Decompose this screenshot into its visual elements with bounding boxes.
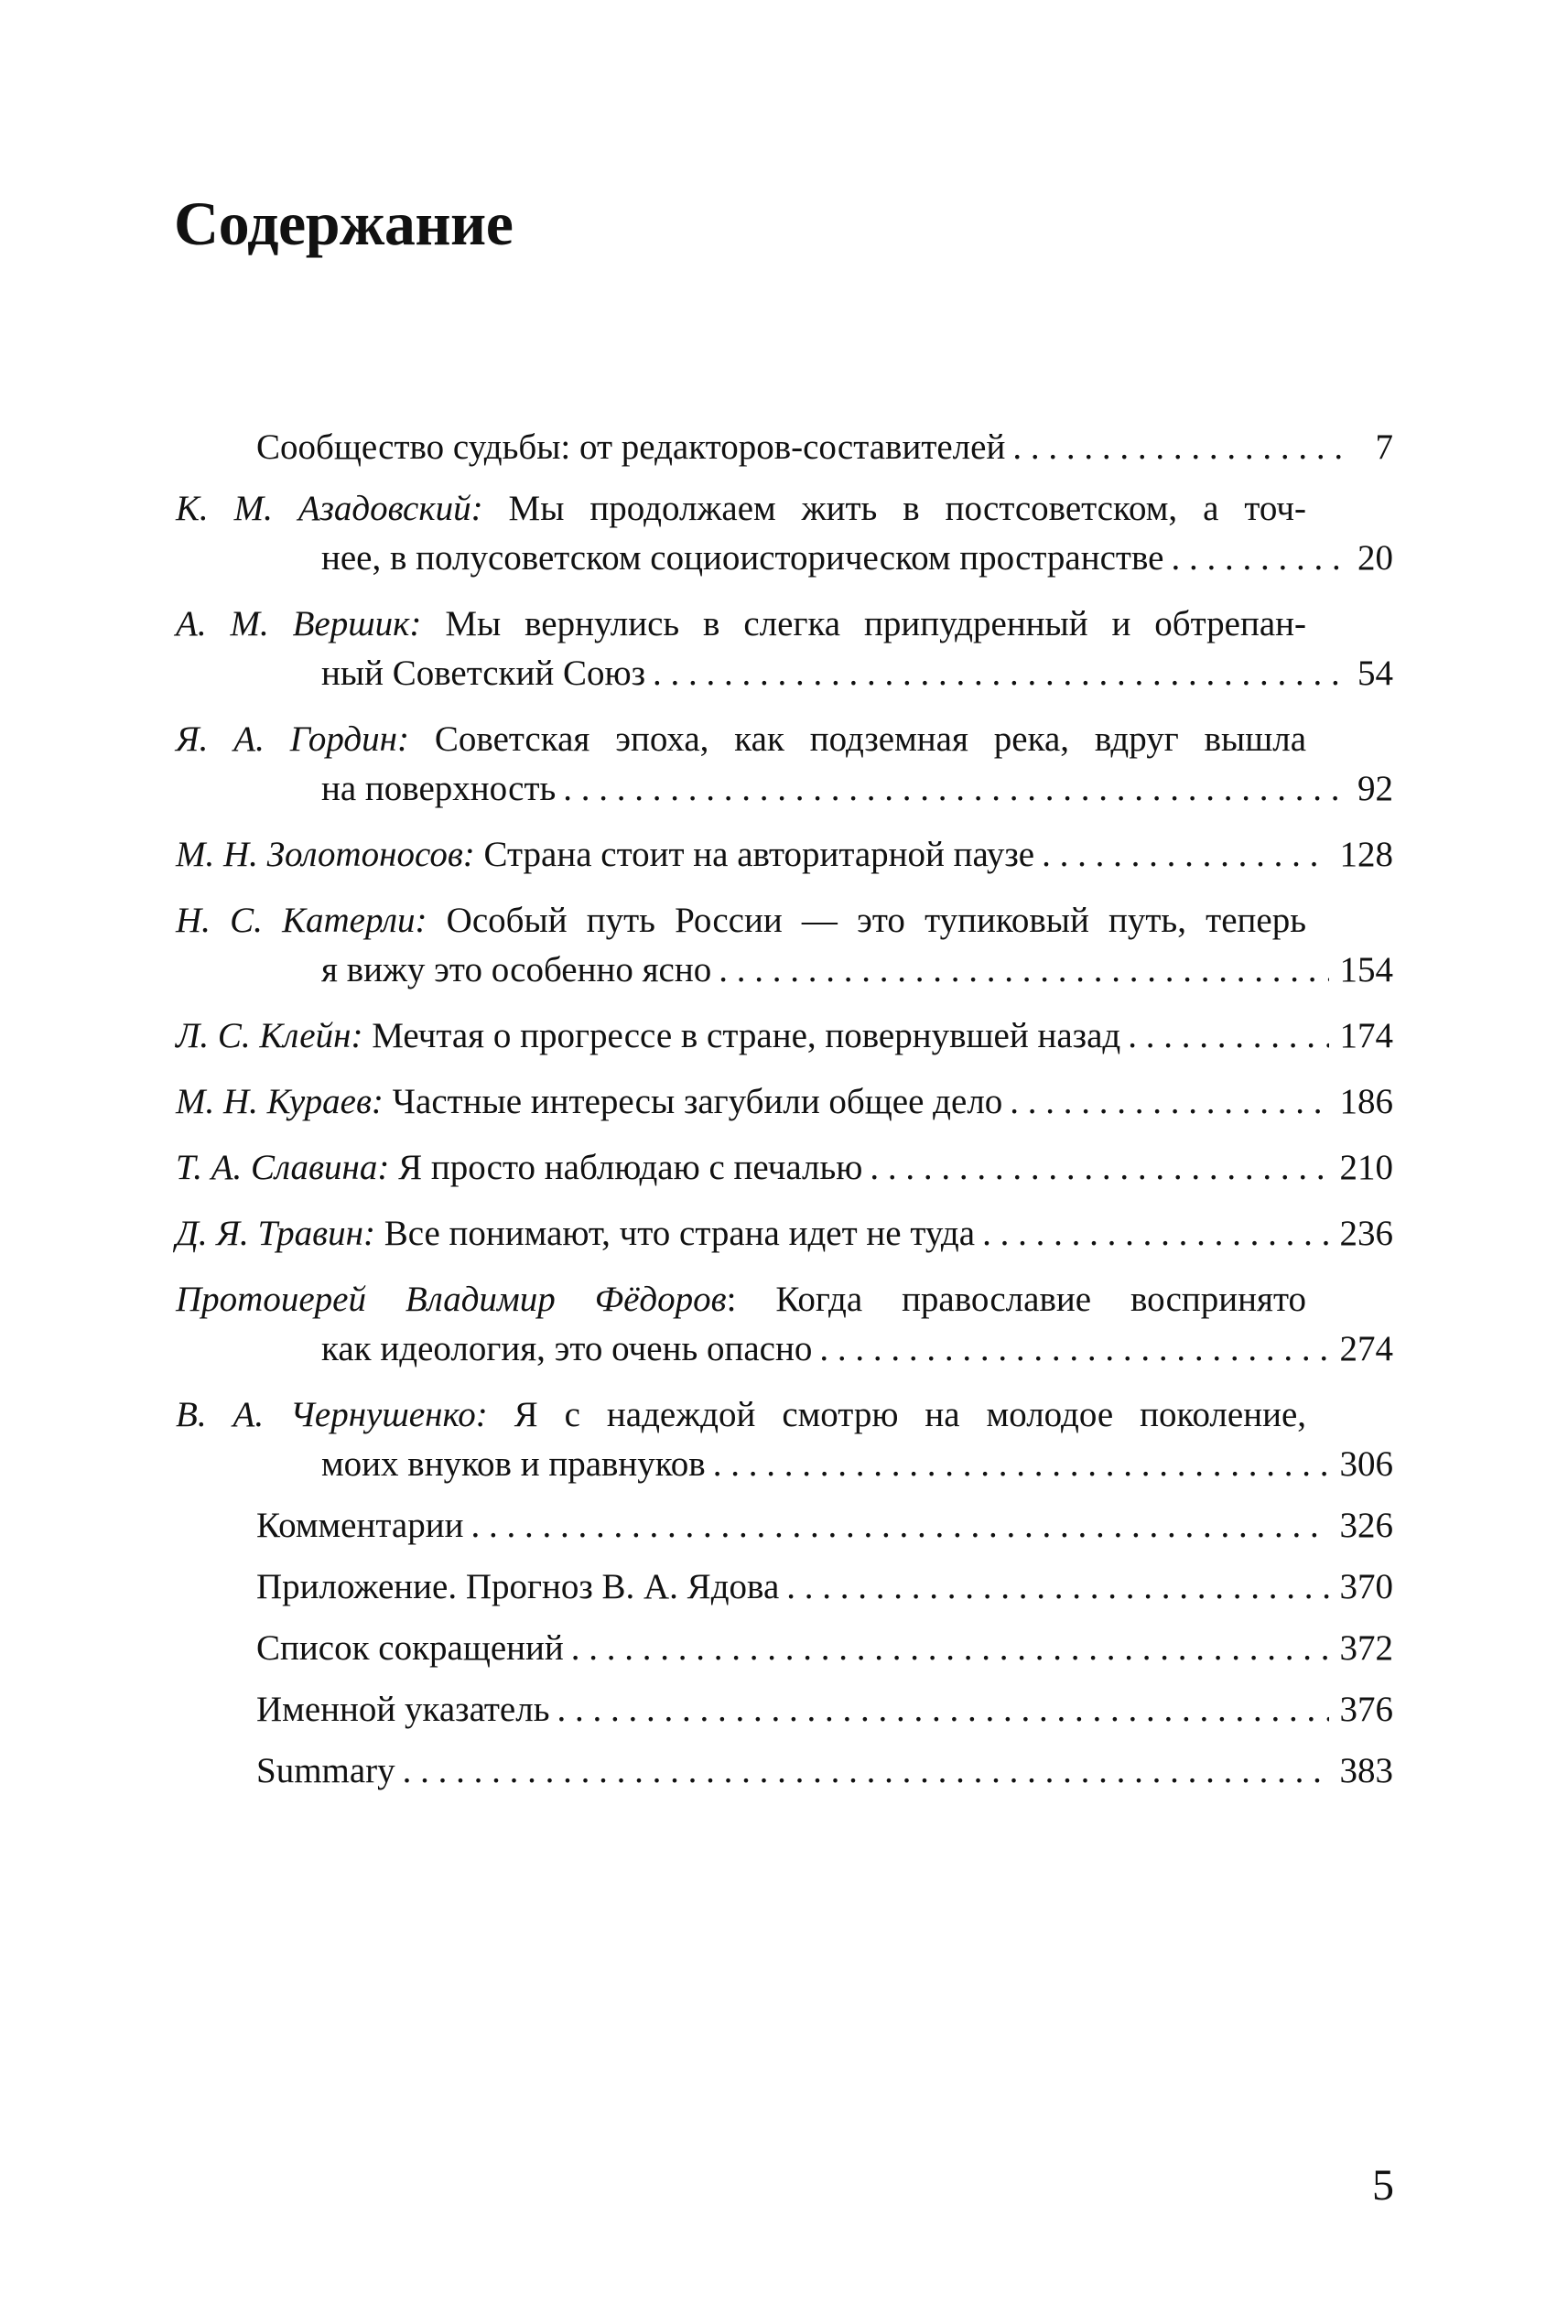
entry-author: М. Н. Золотоносов: — [176, 835, 475, 874]
page-number: 54 — [1357, 654, 1393, 693]
toc-entry-back-matter[interactable] — [176, 1746, 1393, 1796]
entry-title: Комментарии — [256, 1506, 464, 1545]
toc-entry[interactable] — [176, 1390, 1393, 1489]
dot-leader — [786, 1562, 1328, 1612]
toc-entry-back-matter[interactable] — [176, 1501, 1393, 1551]
page-number: 306 — [1339, 1444, 1393, 1484]
dot-leader — [719, 946, 1328, 995]
entry-author: К. М. Азадовский: — [176, 489, 483, 528]
toc-entry[interactable] — [176, 830, 1393, 880]
page-number: 128 — [1339, 835, 1393, 874]
entry-author: А. М. Вершик: — [176, 604, 422, 643]
toc-entry[interactable] — [176, 423, 1393, 472]
entry-author: Н. С. Катерли: — [176, 901, 427, 940]
entry-title-cont: моих внуков и правнуков — [321, 1444, 706, 1484]
dot-leader — [1012, 423, 1346, 472]
entry-title-cont: как идеология, это очень опасно — [321, 1329, 813, 1368]
entry-title: Советская эпоха, как подземная река, вдруг вышла — [434, 719, 1307, 759]
entry-title-cont: на поверхность — [321, 769, 557, 808]
toc-entry[interactable] — [176, 600, 1393, 698]
page-number: 274 — [1339, 1329, 1393, 1368]
page-number: 326 — [1339, 1506, 1393, 1545]
page-number: 372 — [1339, 1628, 1393, 1668]
entry-title: Особый путь России — это тупиковый путь, теперь — [446, 901, 1306, 940]
entry-title: Приложение. Прогноз В. А. Ядова — [256, 1567, 780, 1606]
dot-leader — [563, 764, 1346, 814]
page-number: 370 — [1339, 1567, 1393, 1606]
toc-entry-back-matter[interactable] — [176, 1685, 1393, 1735]
dot-leader — [870, 1143, 1328, 1193]
dot-leader — [713, 1440, 1329, 1489]
entry-title: Сообщество судьбы: от редакторов-составителей — [256, 427, 1006, 467]
toc-entry[interactable] — [176, 896, 1393, 995]
entry-title-cont: нее, в полусоветском социоисторическом пространстве — [321, 538, 1164, 578]
toc-entry[interactable] — [176, 484, 1393, 583]
entry-title-cont: ный Советский Союз — [321, 654, 646, 693]
dot-leader — [653, 649, 1346, 698]
entry-title: Я просто наблюдаю с печалью — [398, 1148, 863, 1187]
entry-title: Я с надеждой смотрю на молодое поколение, — [514, 1395, 1306, 1434]
toc-entry[interactable] — [176, 1209, 1393, 1259]
page-number: 154 — [1339, 950, 1393, 989]
dot-leader — [557, 1685, 1329, 1735]
toc-entry[interactable] — [176, 1275, 1393, 1374]
dot-leader — [1171, 534, 1346, 583]
entry-title: Все понимают, что страна идет не туда — [384, 1214, 976, 1253]
entry-title: Страна стоит на авторитарной паузе — [483, 835, 1035, 874]
toc-entry[interactable] — [176, 1143, 1393, 1193]
toc-entry[interactable] — [176, 1011, 1393, 1061]
entry-title: Мы продолжаем жить в постсоветском, а точ- — [508, 489, 1307, 528]
page-title: Содержание — [174, 189, 514, 258]
dot-leader — [571, 1624, 1329, 1673]
dot-leader — [403, 1746, 1329, 1796]
page-number: 92 — [1357, 769, 1393, 808]
dot-leader — [470, 1501, 1328, 1551]
dot-leader — [1042, 830, 1328, 880]
entry-author: В. А. Чернушенко: — [176, 1395, 488, 1434]
entry-author: Протоиерей Владимир Фёдоров — [176, 1280, 727, 1319]
entry-author: Д. Я. Травин: — [176, 1214, 375, 1253]
page-number: 186 — [1339, 1082, 1393, 1121]
entry-title: Мечтая о прогрессе в стране, повернувшей назад — [372, 1016, 1121, 1055]
table-of-contents — [176, 423, 1393, 1808]
entry-title: Именной указатель — [256, 1690, 550, 1729]
entry-title: : Когда православие воспринято — [726, 1280, 1306, 1319]
dot-leader — [1128, 1011, 1328, 1061]
toc-entry-back-matter[interactable] — [176, 1624, 1393, 1673]
entry-author: Л. С. Клейн: — [176, 1016, 363, 1055]
entry-title: Частные интересы загубили общее дело — [392, 1082, 1003, 1121]
entry-author: М. Н. Кураев: — [176, 1082, 384, 1121]
dot-leader — [819, 1324, 1328, 1374]
entry-author: Я. А. Гордин: — [176, 719, 409, 759]
entry-title: Summary — [256, 1751, 395, 1790]
entry-title: Мы вернулись в слегка припудренный и обтрепан- — [445, 604, 1306, 643]
page-number: 383 — [1339, 1751, 1393, 1790]
toc-entry-back-matter[interactable] — [176, 1562, 1393, 1612]
entry-title-cont: я вижу это особенно ясно — [321, 950, 712, 989]
page-folio: 5 — [1372, 2161, 1394, 2210]
page-number: 210 — [1339, 1148, 1393, 1187]
page-number: 20 — [1357, 538, 1393, 578]
toc-entry[interactable] — [176, 1077, 1393, 1127]
page-number: 7 — [1375, 427, 1393, 467]
entry-title: Список сокращений — [256, 1628, 564, 1668]
page-number: 236 — [1339, 1214, 1393, 1253]
toc-entry[interactable] — [176, 715, 1393, 814]
dot-leader — [982, 1209, 1328, 1259]
entry-author: Т. А. Славина: — [176, 1148, 390, 1187]
dot-leader — [1010, 1077, 1328, 1127]
page-number: 376 — [1339, 1690, 1393, 1729]
page-number: 174 — [1339, 1016, 1393, 1055]
